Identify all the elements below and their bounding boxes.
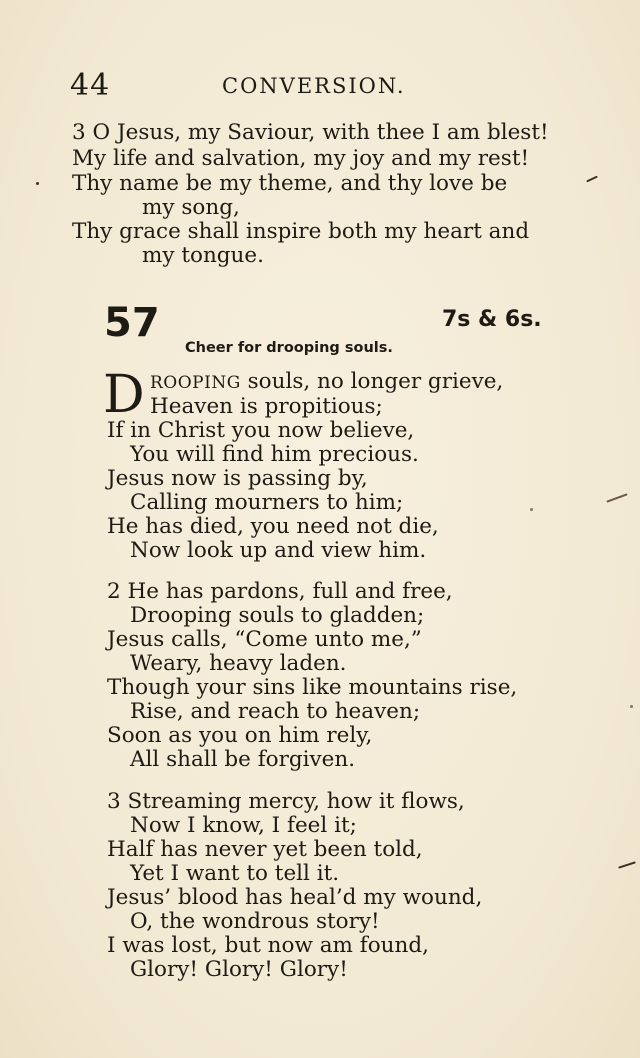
verse-line: Glory! Glory! Glory! (130, 957, 348, 982)
verse-line: Jesus calls, “Come unto me,” (107, 627, 422, 652)
hymn-subtitle: Cheer for drooping souls. (185, 340, 393, 356)
page-number: 44 (70, 68, 111, 103)
verse-line: Now look up and view him. (130, 538, 427, 563)
verse-line: Rise, and reach to heaven; (130, 699, 421, 724)
verse-line: Jesus now is passing by, (107, 466, 368, 491)
scan-speck (606, 493, 627, 502)
verse-line: Though your sins like mountains rise, (107, 675, 518, 700)
verse-line: Yet I want to tell it. (130, 861, 340, 886)
verse-line: O, the wondrous story! (130, 909, 380, 934)
verse-line: All shall be forgiven. (130, 747, 356, 772)
verse-line: Calling mourners to him; (130, 490, 404, 515)
first-line-rest: souls, no longer grieve, (240, 369, 504, 394)
scan-speck (586, 176, 598, 183)
verse-line: Half has never yet been told, (107, 837, 423, 862)
verse-line: If in Christ you now believe, (107, 418, 415, 443)
scan-speck (630, 705, 633, 708)
verse-line: Jesus’ blood has heal’d my wound, (107, 885, 483, 910)
verse-line: Heaven is propitious; (150, 394, 383, 419)
running-title: CONVERSION. (222, 74, 406, 98)
verse-line: My life and salvation, my joy and my rest! (72, 146, 530, 171)
hymn-meter: 7s & 6s. (442, 307, 542, 332)
first-line (150, 370, 503, 395)
verse-line: You will find him precious. (130, 442, 419, 467)
verse-line: Drooping souls to gladden; (130, 603, 425, 628)
first-line-small-caps: ROOPING (150, 373, 241, 393)
verse-line-continued: my song, (142, 195, 240, 220)
verse-line: 3 Streaming mercy, how it flows, (107, 789, 465, 814)
verse-line: Weary, heavy laden. (130, 651, 347, 676)
verse-line: I was lost, but now am found, (107, 933, 429, 958)
verse-line: 2 He has pardons, full and free, (107, 579, 453, 604)
scan-speck (530, 508, 533, 511)
verse-line: Now I know, I feel it; (130, 813, 357, 838)
page-header (70, 68, 570, 108)
drop-cap: D (103, 365, 145, 425)
verse-line: Thy grace shall inspire both my heart and (72, 219, 530, 244)
verse-line: Soon as you on him rely, (107, 723, 373, 748)
verse-line: 3 O Jesus, my Saviour, with thee I am blest! (72, 120, 549, 145)
scan-speck (36, 182, 39, 185)
verse-line: He has died, you need not die, (107, 514, 439, 539)
verse-line-continued: my tongue. (142, 243, 264, 268)
verse-line: Thy name be my theme, and thy love be (72, 171, 508, 196)
hymn-number: 57 (104, 300, 160, 346)
scan-speck (618, 861, 636, 868)
